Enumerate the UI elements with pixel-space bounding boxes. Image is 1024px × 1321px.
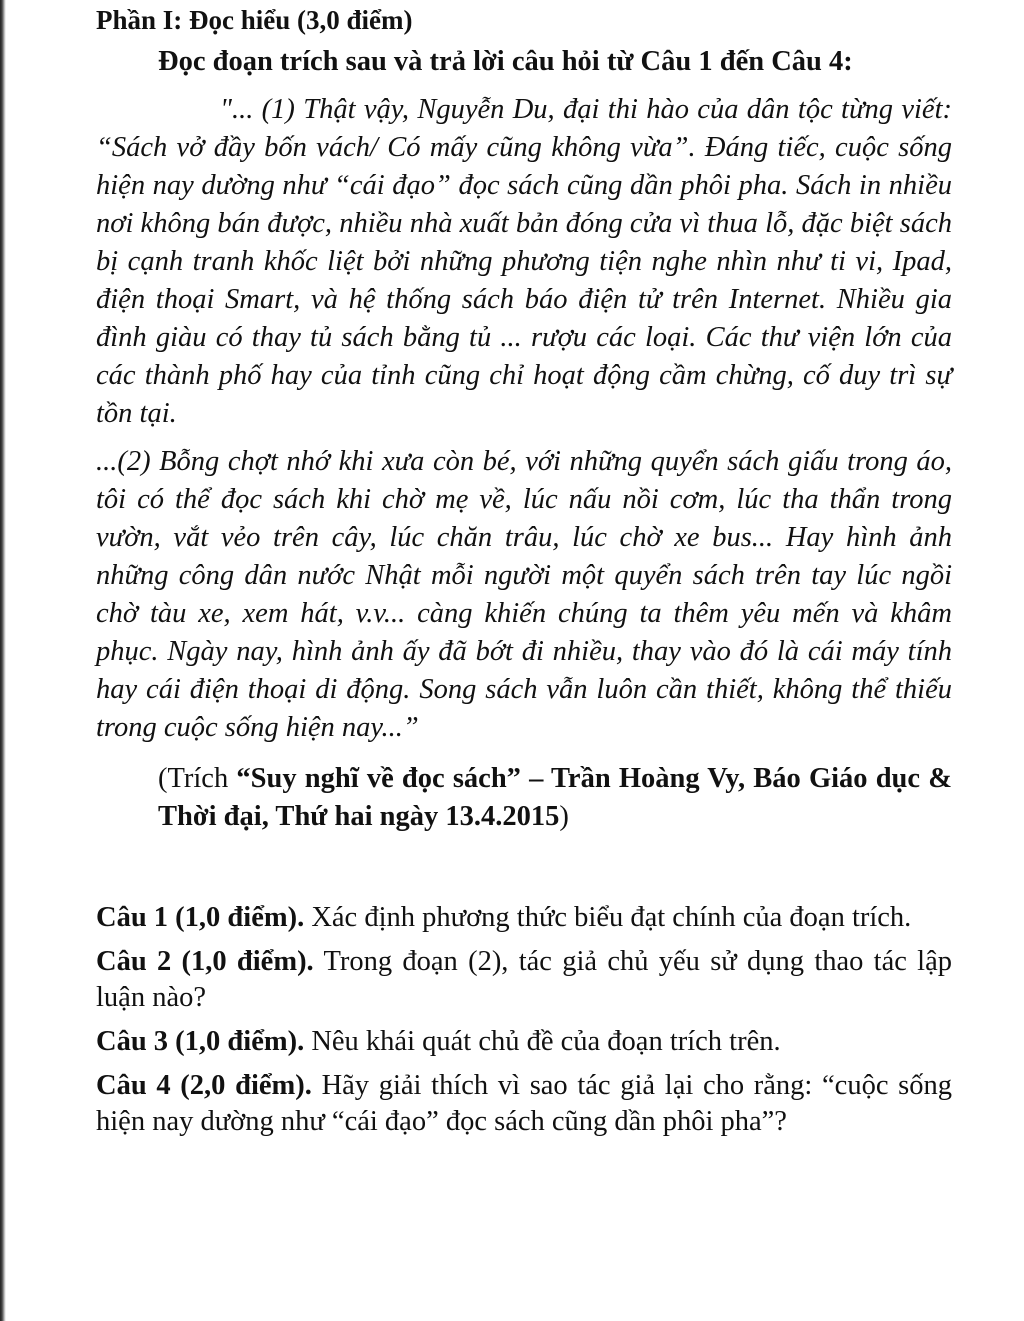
document-content: [96, 0, 952, 1148]
citation-prefix: (Trích: [158, 763, 237, 794]
reading-instruction: Đọc đoạn trích sau và trả lời câu hỏi từ Câu 1 đến Câu 4:: [158, 46, 853, 77]
question-3-text: Nêu khái quát chủ đề của đoạn trích trên.: [304, 1026, 781, 1057]
section-title: Phần I: Đọc hiểu (3,0 điểm): [96, 5, 413, 35]
question-list: [96, 900, 952, 1140]
citation-suffix: ): [559, 801, 569, 832]
source-citation: [158, 760, 952, 836]
question-4-label: Câu 4 (2,0 điểm).: [96, 1070, 312, 1101]
question-1: [96, 900, 952, 936]
question-2: [96, 944, 952, 1016]
question-2-text: Trong đoạn (2), tác giả chủ yếu sử dụng thao tác lập luận nào?: [96, 946, 952, 1013]
question-1-label: Câu 1 (1,0 điểm).: [96, 902, 305, 933]
page-edge-shadow: [0, 0, 6, 1321]
passage-paragraph-2: ...(2) Bỗng chợt nhớ khi xưa còn bé, với những quyển sách giấu trong áo, tôi có thể đọc sách khi chờ mẹ về, lúc nấu nồi cơm, lúc tha thẩn trong vườn, vắt vẻo trên cây, lúc chăn trâu, lúc chờ xe bus... Hay hình ảnh những công dân nước Nhật mỗi người một quyển sách trên tay lúc ngồi chờ tàu xe, xem hát, v.v... càng khiến chúng ta thêm yêu mến và khâm phục. Ngày nay, hình ảnh ấy đã bớt đi nhiều, thay vào đó là cái máy tính hay cái điện thoại di động. Song sách vẫn luôn cần thiết, không thể thiếu trong cuộc sống hiện nay...”: [96, 446, 952, 743]
question-2-label: Câu 2 (1,0 điểm).: [96, 946, 314, 977]
question-4-text: Hãy giải thích vì sao tác giả lại cho rằng: “cuộc sống hiện nay dường như “cái đạo” đọc sách cũng dần phôi pha”?: [96, 1070, 952, 1137]
question-4: [96, 1068, 952, 1140]
question-3-label: Câu 3 (1,0 điểm).: [96, 1026, 305, 1057]
citation-title: “Suy nghĩ về đọc sách” – Trần Hoàng Vy, Báo Giáo dục & Thời đại, Thứ hai ngày 13.4.2015: [158, 763, 952, 832]
question-3: [96, 1024, 952, 1060]
passage-paragraph-1: "... (1) Thật vậy, Nguyễn Du, đại thi hào của dân tộc từng viết: “Sách vở đầy bốn vách/ Có mấy cũng không vừa”. Đáng tiếc, cuộc sống hiện nay dường như “cái đạo” đọc sách cũng dần phôi pha. Sách in nhiều nơi không bán được, nhiều nhà xuất bản đóng cửa vì thua lỗ, đặc biệt sách bị cạnh tranh khốc liệt bởi những phương tiện nghe nhìn như ti vi, Ipad, điện thoại Smart, và hệ thống sách báo điện tử trên Internet. Nhiều gia đình giàu có thay tủ sách bằng tủ ... rượu các loại. Các thư viện lớn của các thành phố hay của tỉnh cũng chỉ hoạt động cầm chừng, cố duy trì sự tồn tại.: [96, 94, 952, 429]
question-1-text: Xác định phương thức biểu đạt chính của đoạn trích.: [304, 902, 912, 933]
